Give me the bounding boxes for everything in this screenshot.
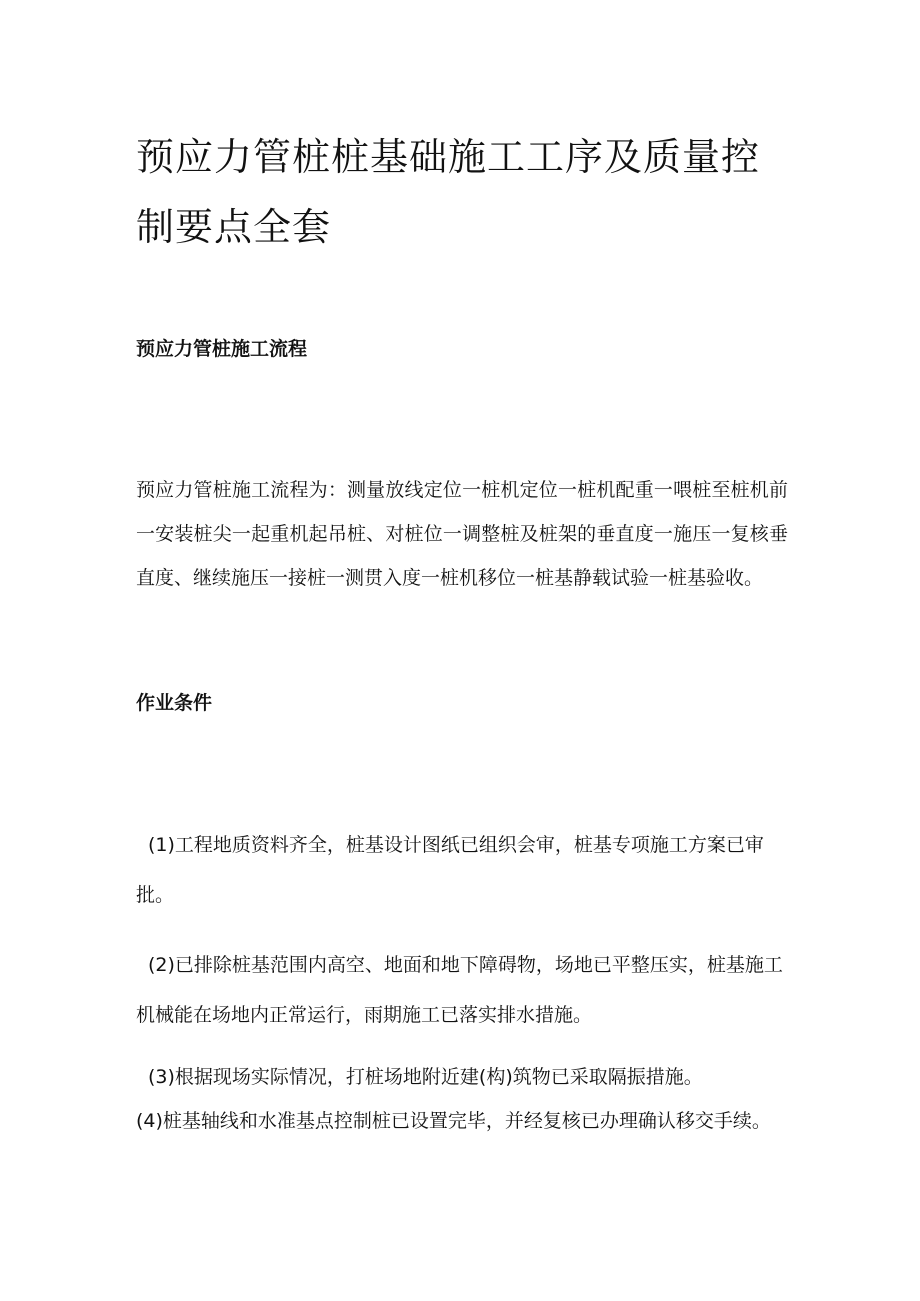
- work-condition-item-3: (3)根据现场实际情况，打桩场地附近建(构)筑物已采取隔振措施。: [148, 1066, 703, 1088]
- work-condition-item-2: (2)已排除桩基范围内高空、地面和地下障碍物，场地已平整压实，桩基施工机械能在场地内正常运行，雨期施工已落实排水措施。: [136, 954, 783, 1026]
- document-title: 预应力管桩桩基础施工工序及质量控制要点全套: [136, 135, 761, 249]
- construction-flow-paragraph: 预应力管桩施工流程为：测量放线定位一桩机定位一桩机配重一喂桩至桩机前一安装桩尖一起重机起吊桩、对桩位一调整桩及桩架的垂直度一施压一复核垂直度、继续施压一接桩一测贯入度一桩机移位一桩基静载试验一桩基验收。: [136, 479, 788, 589]
- work-condition-item-1: (1)工程地质资料齐全，桩基设计图纸已组织会审，桩基专项施工方案已审批。: [136, 834, 764, 906]
- work-condition-item-4: (4)桩基轴线和水准基点控制桩已设置完毕，并经复核已办理确认移交手续。: [136, 1110, 771, 1132]
- section-heading-construction-flow: 预应力管桩施工流程: [136, 338, 308, 360]
- section-heading-work-conditions: 作业条件: [136, 692, 213, 714]
